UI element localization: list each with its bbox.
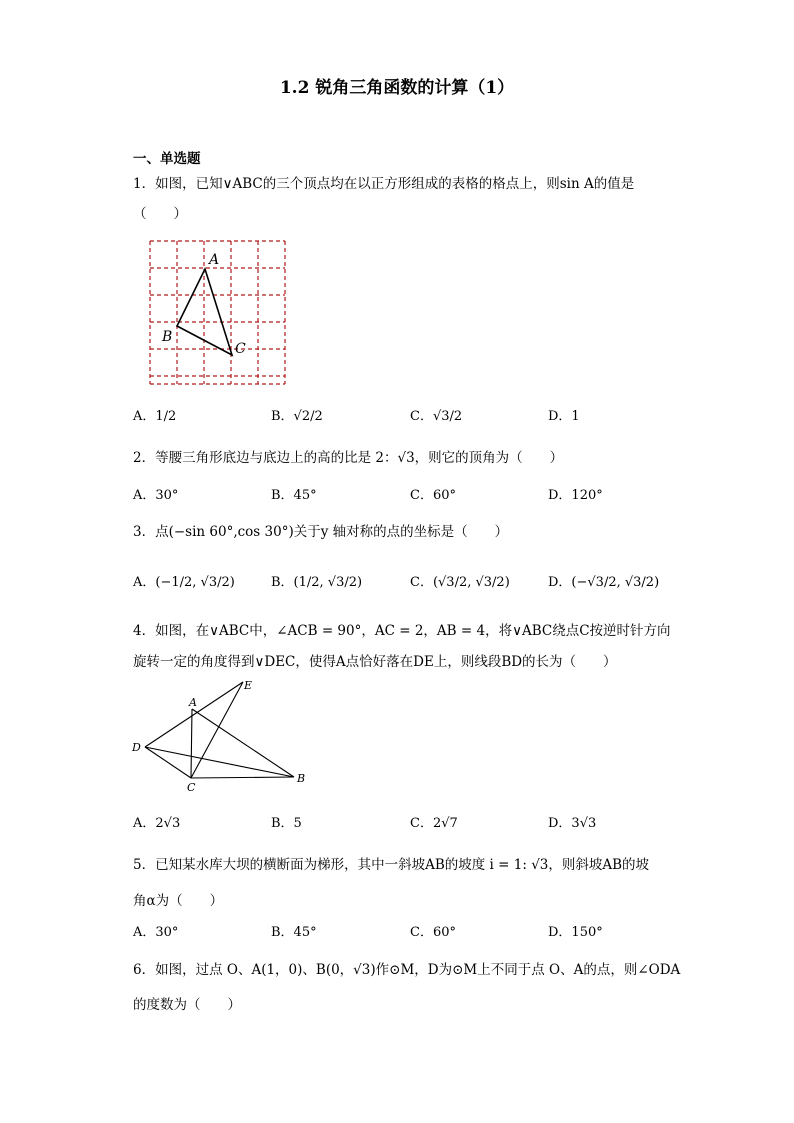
- q5-option-a[interactable]: A．30°: [133, 925, 179, 940]
- q4-option-b[interactable]: B．5: [271, 816, 302, 831]
- q6-text-line1: 6．如图，过点 O、A(1，0)、B(0，√3)作⊙M，D为⊙M上不同于点 O、A的点，则∠ODA: [133, 962, 681, 978]
- q4-option-a[interactable]: A．2√3: [133, 816, 181, 831]
- section-heading: 一、单选题: [133, 151, 201, 167]
- q4-text-line2: 旋转一定的角度得到∨DEC，使得A点恰好落在DE上，则线段BD的长为（ ）: [133, 654, 617, 670]
- q3-option-b[interactable]: B．(1/2, √3/2): [271, 575, 363, 590]
- q1-option-c[interactable]: C．√3/2: [410, 409, 463, 424]
- q4-rotation-figure: [128, 676, 318, 798]
- q3-option-a[interactable]: A．(−1/2, √3/2): [133, 575, 235, 590]
- q4-text-line1: 4．如图，在∨ABC中，∠ACB = 90°，AC = 2，AB = 4，将∨ABC绕点C按逆时针方向: [133, 623, 671, 639]
- q5-option-b[interactable]: B．45°: [271, 925, 317, 940]
- q2-option-b[interactable]: B．45°: [271, 488, 317, 503]
- q1-label-c: C: [235, 341, 246, 357]
- q1-text-line1: 1．如图，已知∨ABC的三个顶点均在以正方形组成的表格的格点上，则sin A的值是: [133, 176, 635, 192]
- q4-label-d: D: [132, 741, 141, 754]
- q5-text-line2: 角α为（ ）: [133, 893, 224, 909]
- q4-option-d[interactable]: D．3√3: [548, 816, 597, 831]
- q4-label-b: B: [297, 772, 306, 785]
- q4-label-a: A: [189, 696, 197, 709]
- q4-label-c: C: [187, 781, 196, 794]
- q1-label-b: B: [162, 329, 173, 345]
- page-title: 1.2 锐角三角函数的计算（1）: [279, 78, 515, 98]
- q5-option-d[interactable]: D．150°: [548, 925, 603, 940]
- q1-label-a: A: [209, 252, 220, 268]
- q5-option-c[interactable]: C．60°: [410, 925, 456, 940]
- q1-option-d[interactable]: D．1: [548, 409, 580, 424]
- q6-text-line2: 的度数为（ ）: [133, 997, 241, 1013]
- q1-option-b[interactable]: B．√2/2: [271, 409, 323, 424]
- q4-label-e: E: [244, 679, 253, 692]
- q1-text-line2: （ ）: [133, 206, 187, 222]
- q3-option-d[interactable]: D．(−√3/2, √3/2): [548, 575, 660, 590]
- q2-text: 2．等腰三角形底边与底边上的高的比是 2：√3，则它的顶角为（ ）: [133, 450, 564, 466]
- q1-option-a[interactable]: A．1/2: [133, 409, 177, 424]
- q2-option-a[interactable]: A．30°: [133, 488, 179, 503]
- q1-grid-figure: [146, 236, 292, 390]
- q3-text: 3．点(−sin 60°,cos 30°)关于y 轴对称的点的坐标是（ ）: [133, 524, 509, 540]
- q5-text-line1: 5．已知某水库大坝的横断面为梯形，其中一斜坡AB的坡度 i = 1: √3，则斜坡AB的坡: [133, 857, 650, 873]
- q2-option-d[interactable]: D．120°: [548, 488, 603, 503]
- q3-option-c[interactable]: C．(√3/2, √3/2): [410, 575, 510, 590]
- q4-option-c[interactable]: C．2√7: [410, 816, 458, 831]
- q2-option-c[interactable]: C．60°: [410, 488, 456, 503]
